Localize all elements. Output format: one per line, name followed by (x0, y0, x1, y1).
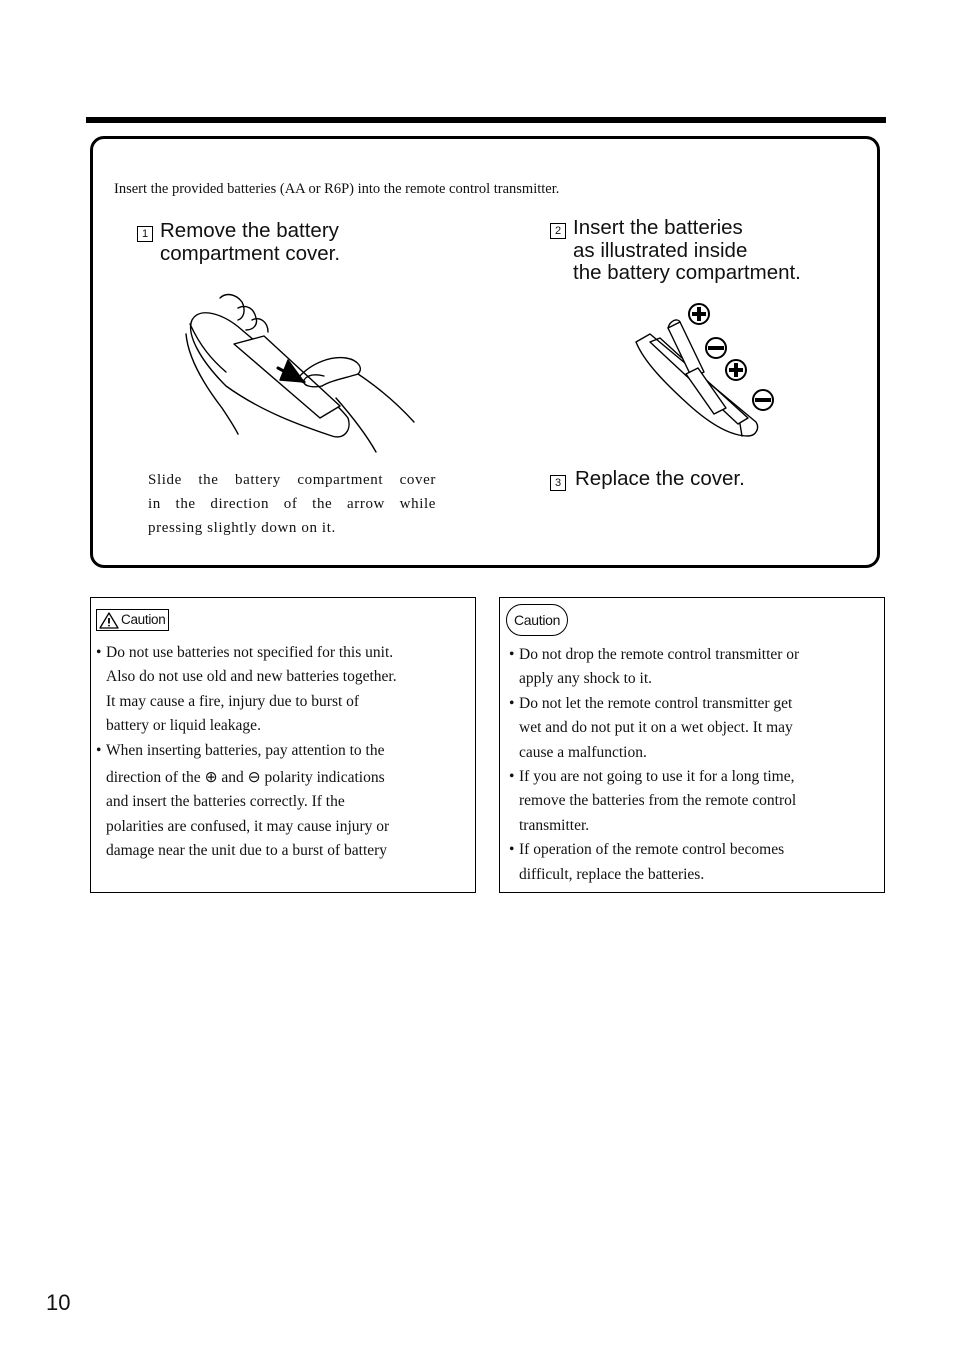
list-item: • If operation of the remote control becomes difficult, replace the batteries. (509, 838, 799, 887)
plus-icon (689, 304, 709, 324)
top-rule (86, 117, 886, 123)
minus-icon (706, 338, 726, 358)
step-number-1: 1 (137, 226, 153, 242)
page-number: 10 (46, 1290, 71, 1315)
caution-box-left (90, 597, 476, 893)
minus-icon (753, 390, 773, 410)
description-line: in the direction of the arrow while (148, 496, 436, 512)
caution-box-right (499, 597, 885, 893)
list-item: • Do not use batteries not specified for this unit. Also do not use old and new batteries together. It may cause a fire, injury due to burst of battery or liquid leakage. (96, 641, 397, 739)
step-3-line: Replace the cover. (575, 467, 745, 490)
step-2-line: as illustrated inside (573, 238, 748, 262)
step-1-line: compartment cover. (160, 241, 341, 265)
step-number-2: 2 (550, 223, 566, 239)
remove-cover-illustration (180, 290, 425, 460)
caution-label-text: Caution (121, 612, 166, 627)
description-line: Slide the battery compartment cover (148, 472, 436, 488)
caution-label (96, 609, 169, 631)
step-1-line: Remove the battery (160, 219, 339, 242)
plus-icon (726, 360, 746, 380)
list-item: • If you are not going to use it for a long time, remove the batteries from the remote control transmitter. (509, 765, 799, 838)
step-2-text (573, 217, 801, 285)
list-item: • Do not let the remote control transmitter get wet and do not put it on a wet object. It may cause a malfunction. (509, 692, 799, 765)
caution-left-list (96, 641, 397, 864)
caution-right-list (509, 643, 799, 887)
step-number-3: 3 (550, 475, 566, 491)
intro-text: Insert the provided batteries (AA or R6P) into the remote control transmitter. (114, 181, 560, 197)
step-1-text (160, 220, 340, 265)
step-2-line: Insert the batteries (573, 216, 743, 239)
list-item: • Do not drop the remote control transmitter or apply any shock to it. (509, 643, 799, 692)
step-3-text (575, 468, 745, 491)
warning-icon (99, 612, 119, 629)
step-1-description (148, 468, 436, 540)
step-2-line: the battery compartment. (573, 261, 801, 284)
insert-batteries-illustration (630, 298, 780, 443)
caution-label: Caution (506, 604, 568, 636)
list-item: • When inserting batteries, pay attention to the direction of the ⊕ and ⊖ polarity indications and insert the batteries correctly. If the polarities are confused, it may cause injury or damage near the unit due to a burst of battery (96, 739, 397, 864)
description-line: pressing slightly down on it. (148, 520, 336, 536)
